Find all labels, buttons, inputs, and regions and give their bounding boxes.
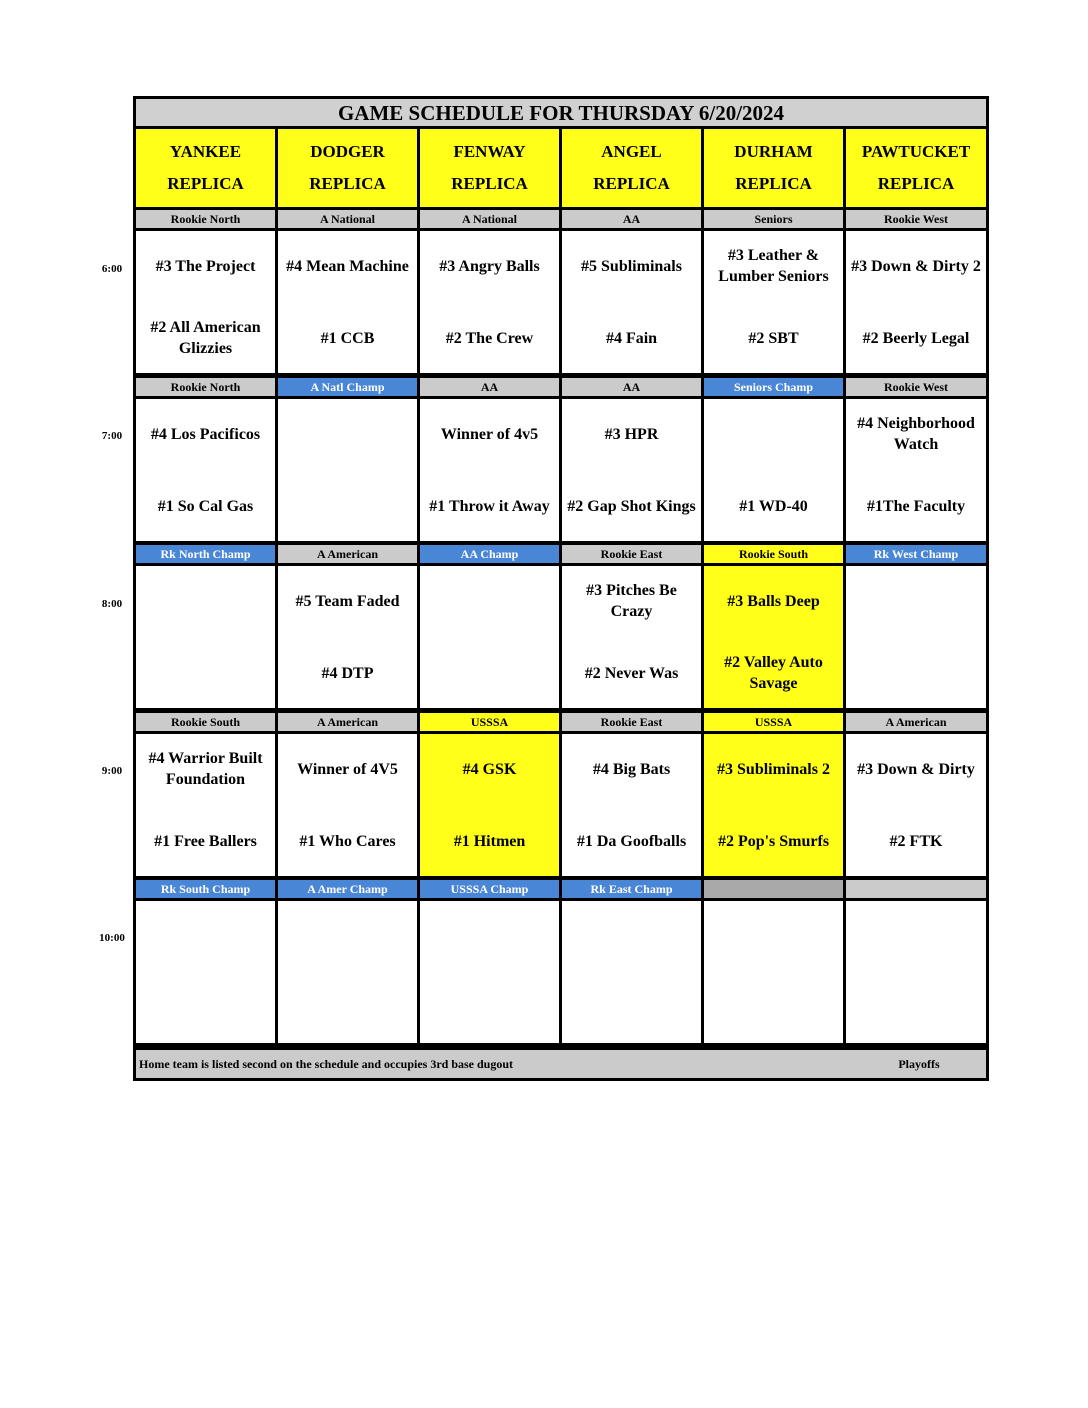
division-label: A National bbox=[420, 210, 559, 228]
division-label: AA Champ bbox=[420, 545, 559, 563]
away-team: #4 Los Pacificos bbox=[150, 425, 261, 443]
game-cell-angel bbox=[562, 566, 701, 708]
footer-note: Home team is listed second on the schedule and occupies 3rd base dugout bbox=[139, 1057, 514, 1071]
away-team: #5 Team Faded bbox=[295, 592, 400, 610]
field-subtitle: REPLICA bbox=[167, 174, 244, 193]
field-header-angel bbox=[562, 129, 701, 207]
field-header-fenway bbox=[420, 129, 559, 207]
away-team bbox=[706, 409, 841, 459]
time-slot-label: 10:00 bbox=[99, 932, 125, 944]
home-team bbox=[848, 648, 984, 698]
game-cell-yankee bbox=[136, 231, 275, 373]
away-team bbox=[848, 911, 984, 961]
away-team: #3 Leather & Lumber Seniors bbox=[718, 247, 829, 285]
schedule-footer bbox=[136, 1050, 986, 1078]
game-cell-angel bbox=[562, 901, 701, 1043]
home-team: #1The Faculty bbox=[866, 497, 966, 515]
away-team: Winner of 4v5 bbox=[440, 425, 539, 443]
field-name: PAWTUCKET bbox=[861, 142, 971, 161]
game-cell-yankee bbox=[136, 399, 275, 541]
division-label: A Natl Champ bbox=[278, 378, 417, 396]
schedule-title: GAME SCHEDULE FOR THURSDAY 6/20/2024 bbox=[136, 99, 986, 126]
division-label: USSSA bbox=[704, 713, 843, 731]
away-team: #3 The Project bbox=[155, 257, 256, 275]
division-label: Rk South Champ bbox=[136, 880, 275, 898]
field-subtitle: REPLICA bbox=[451, 174, 528, 193]
game-cell-pawtucket bbox=[846, 231, 986, 373]
home-team: #1 CCB bbox=[320, 329, 375, 347]
time-slot-label: 8:00 bbox=[101, 598, 123, 610]
division-label: A American bbox=[846, 713, 986, 731]
division-label: Rk North Champ bbox=[136, 545, 275, 563]
home-team bbox=[280, 481, 415, 531]
home-team: #1 Da Goofballs bbox=[576, 832, 687, 850]
away-team: #4 Neighborhood Watch bbox=[857, 415, 975, 453]
away-team: #4 GSK bbox=[462, 760, 517, 778]
division-label bbox=[704, 880, 843, 898]
away-team bbox=[422, 576, 557, 626]
away-team: #3 Pitches Be Crazy bbox=[586, 582, 677, 620]
home-team: #1 So Cal Gas bbox=[157, 497, 254, 515]
division-label: Rookie South bbox=[136, 713, 275, 731]
field-subtitle: REPLICA bbox=[877, 174, 955, 193]
division-label: Rookie West bbox=[846, 378, 986, 396]
home-team bbox=[564, 983, 699, 1033]
away-team: #3 Down & Dirty bbox=[857, 760, 975, 778]
home-team: #2 Gap Shot Kings bbox=[567, 497, 696, 515]
field-header-durham bbox=[704, 129, 843, 207]
division-label: A American bbox=[278, 713, 417, 731]
away-team: Winner of 4V5 bbox=[297, 760, 398, 778]
game-cell-fenway bbox=[420, 399, 559, 541]
game-cell-yankee bbox=[136, 901, 275, 1043]
game-cell-fenway bbox=[420, 231, 559, 373]
division-label: Rk East Champ bbox=[562, 880, 701, 898]
division-label: A Amer Champ bbox=[278, 880, 417, 898]
away-team bbox=[848, 576, 984, 626]
division-label: Rookie East bbox=[562, 545, 701, 563]
field-subtitle: REPLICA bbox=[593, 174, 670, 193]
game-cell-pawtucket bbox=[846, 734, 986, 876]
time-slot-label: 7:00 bbox=[101, 430, 123, 442]
game-cell-fenway bbox=[420, 901, 559, 1043]
game-cell-dodger bbox=[278, 231, 417, 373]
home-team bbox=[848, 983, 984, 1033]
home-team: #1 Who Cares bbox=[299, 832, 396, 850]
field-name: ANGEL bbox=[601, 142, 662, 161]
field-header-yankee bbox=[136, 129, 275, 207]
away-team: #3 Angry Balls bbox=[439, 257, 540, 275]
home-team: #2 Pop's Smurfs bbox=[717, 832, 830, 850]
game-cell-angel bbox=[562, 231, 701, 373]
division-label: Seniors bbox=[704, 210, 843, 228]
division-label: Seniors Champ bbox=[704, 378, 843, 396]
home-team bbox=[138, 648, 273, 698]
game-cell-dodger bbox=[278, 399, 417, 541]
game-cell-durham bbox=[704, 566, 843, 708]
division-label: Rookie East bbox=[562, 713, 701, 731]
field-name: DURHAM bbox=[734, 142, 813, 161]
game-cell-durham bbox=[704, 734, 843, 876]
home-team: #1 WD-40 bbox=[739, 497, 808, 515]
home-team: #2 Never Was bbox=[584, 664, 679, 682]
home-team: #1 Hitmen bbox=[453, 832, 526, 850]
game-cell-dodger bbox=[278, 734, 417, 876]
away-team: #3 HPR bbox=[604, 425, 659, 443]
game-cell-angel bbox=[562, 734, 701, 876]
away-team: #5 Subliminals bbox=[581, 257, 682, 275]
away-team: #3 Subliminals 2 bbox=[717, 760, 830, 778]
home-team: #4 Fain bbox=[605, 329, 658, 347]
field-subtitle: REPLICA bbox=[735, 174, 812, 193]
home-team: #2 FTK bbox=[889, 832, 943, 850]
game-cell-pawtucket bbox=[846, 566, 986, 708]
game-cell-angel bbox=[562, 399, 701, 541]
time-slot-label: 9:00 bbox=[101, 765, 123, 777]
home-team: #2 Valley Auto Savage bbox=[724, 654, 823, 692]
away-team bbox=[138, 576, 273, 626]
home-team bbox=[706, 983, 841, 1033]
division-label: Rookie South bbox=[704, 545, 843, 563]
game-cell-dodger bbox=[278, 566, 417, 708]
away-team: #4 Mean Machine bbox=[286, 257, 409, 275]
away-team bbox=[564, 911, 699, 961]
game-cell-pawtucket bbox=[846, 399, 986, 541]
division-label: Rk West Champ bbox=[846, 545, 986, 563]
game-cell-durham bbox=[704, 399, 843, 541]
home-team: #1 Throw it Away bbox=[429, 497, 550, 515]
division-label: A National bbox=[278, 210, 417, 228]
field-header-pawtucket bbox=[846, 129, 986, 207]
division-label: USSSA Champ bbox=[420, 880, 559, 898]
division-label: Rookie West bbox=[846, 210, 986, 228]
home-team: #2 All American Glizzies bbox=[150, 319, 261, 357]
away-team: #4 Big Bats bbox=[592, 760, 671, 778]
division-label: AA bbox=[562, 378, 701, 396]
away-team bbox=[280, 409, 415, 459]
home-team: #4 DTP bbox=[321, 664, 374, 682]
away-team: #3 Down & Dirty 2 bbox=[851, 257, 981, 275]
away-team bbox=[280, 911, 415, 961]
away-team bbox=[422, 911, 557, 961]
field-header-dodger bbox=[278, 129, 417, 207]
game-cell-yankee bbox=[136, 566, 275, 708]
home-team: #2 The Crew bbox=[445, 329, 534, 347]
game-cell-dodger bbox=[278, 901, 417, 1043]
home-team: #2 SBT bbox=[748, 329, 799, 347]
field-name: DODGER bbox=[310, 142, 385, 161]
away-team: #4 Warrior Built Foundation bbox=[148, 750, 263, 788]
home-team bbox=[138, 983, 273, 1033]
home-team bbox=[280, 983, 415, 1033]
away-team: #3 Balls Deep bbox=[727, 592, 820, 610]
field-subtitle: REPLICA bbox=[309, 174, 386, 193]
game-cell-fenway bbox=[420, 734, 559, 876]
field-name: FENWAY bbox=[453, 142, 526, 161]
division-label: USSSA bbox=[420, 713, 559, 731]
division-label bbox=[846, 880, 986, 898]
game-cell-durham bbox=[704, 231, 843, 373]
home-team bbox=[422, 648, 557, 698]
division-label: A American bbox=[278, 545, 417, 563]
game-cell-pawtucket bbox=[846, 901, 986, 1043]
division-label: AA bbox=[562, 210, 701, 228]
schedule-table bbox=[133, 96, 989, 1081]
away-team bbox=[706, 911, 841, 961]
footer-playoffs: Playoffs bbox=[898, 1057, 940, 1071]
division-label: AA bbox=[420, 378, 559, 396]
time-slot-label: 6:00 bbox=[101, 263, 123, 275]
away-team bbox=[138, 911, 273, 961]
game-cell-durham bbox=[704, 901, 843, 1043]
home-team: #1 Free Ballers bbox=[154, 832, 257, 850]
game-cell-fenway bbox=[420, 566, 559, 708]
home-team bbox=[422, 983, 557, 1033]
division-label: Rookie North bbox=[136, 378, 275, 396]
home-team: #2 Beerly Legal bbox=[862, 329, 970, 347]
field-name: YANKEE bbox=[169, 142, 242, 161]
game-cell-yankee bbox=[136, 734, 275, 876]
division-label: Rookie North bbox=[136, 210, 275, 228]
